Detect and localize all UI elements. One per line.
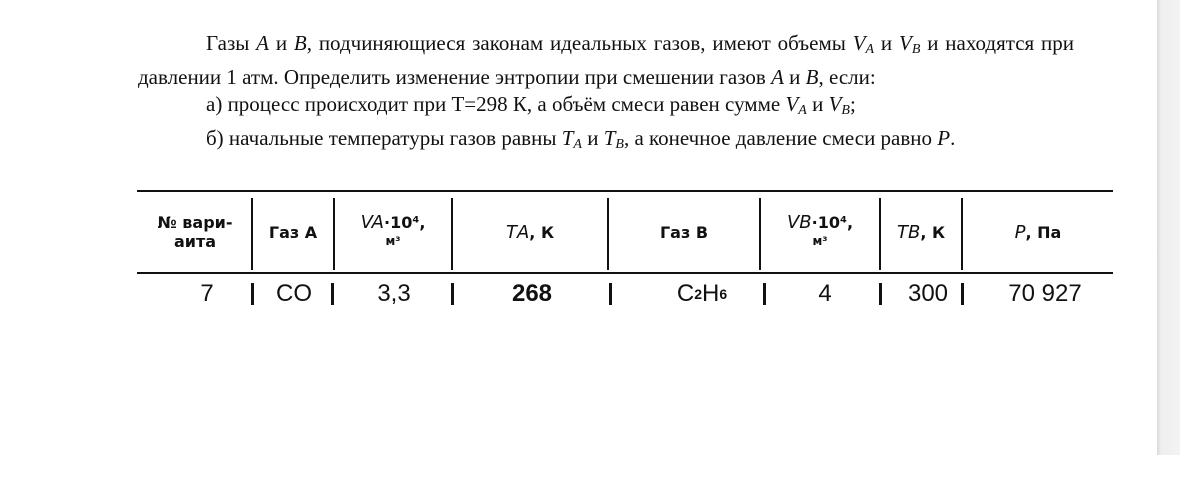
problem-paragraph [138,30,1074,91]
cell-divider [961,283,964,305]
sub-a: A [573,136,582,152]
period: . [950,125,956,150]
gas-b-symbol: B [293,31,307,55]
col-divider [879,198,881,270]
cell-vb: 4 [818,280,832,307]
sub-b: B [911,42,921,57]
cell-p: 70 927 [1008,280,1082,307]
temperature-symbol: T [603,125,616,150]
cell-divider [331,283,334,305]
gas-a-symbol: A [771,64,784,89]
col-divider [759,198,761,270]
col-divider [961,198,963,270]
header-vb: VB·10⁴, м³ [786,212,854,248]
col-divider [451,198,453,270]
sub-a: A [865,42,875,57]
sub-b: B [615,136,624,152]
table-top-rule [137,190,1113,192]
header-tb: T B , К [896,221,946,243]
sub-a: A [798,103,807,118]
and-word: и [927,31,939,55]
cell-gas-a: CO [276,280,312,307]
cell-variant: 7 [200,280,214,307]
col-divider [333,198,335,270]
volume-symbol: V [852,31,866,55]
header-gas-a: Газ А [268,222,318,242]
and-word: и [880,31,893,55]
pressure-symbol: P [937,125,951,150]
header-p: P , Па [1014,221,1062,243]
volume-symbol: V [828,92,842,116]
cell-va: 3,3 [377,280,411,307]
cell-tb: 300 [907,280,949,307]
cell-divider [879,283,882,305]
semicolon: ; [849,92,856,116]
and-word: и [275,31,288,55]
problem-text-end: , если: [818,64,876,89]
cell-divider [251,283,254,305]
header-ta: T A , К [505,221,555,243]
problem-text [138,30,1074,158]
gas-a-symbol: A [256,31,269,55]
condition-a [206,91,1074,125]
col-divider [607,198,609,270]
word-gases: Газы [206,31,250,55]
temperature-symbol: T [561,125,574,150]
and-word: и [812,92,824,116]
cell-divider [763,283,766,305]
volume-symbol: V [898,31,912,55]
header-variant: № вари-аита [157,213,233,251]
condition-b-text: б) начальные температуры газов равны [206,125,557,150]
condition-b-mid: , а конечное давление смеси равно [623,125,933,150]
problem-text-part1: , подчиняющиеся законам идеальных газов, имеют объемы [306,31,846,55]
and-word: и [789,64,801,89]
gas-b-symbol: B [805,64,819,89]
header-va: VA·10⁴, м³ [360,212,426,248]
table-header-rule [137,272,1113,274]
and-word: и [587,125,599,150]
header-gas-b: Газ В [659,222,709,242]
cell-divider [451,283,454,305]
sub-b: B [841,103,850,118]
cell-divider [609,283,612,305]
condition-b [206,125,1074,159]
volume-symbol: V [785,92,799,116]
variant-table [137,190,1113,312]
condition-a-text: а) процесс происходит при Т=298 К, а объём смеси равен сумме [206,92,781,116]
scrollbar[interactable] [1157,0,1180,455]
problem-text-part2: находятся при давлении 1 атм. Определить изменение энтропии при смешении газов [138,31,1074,89]
col-divider [251,198,253,270]
cell-gas-b: C 2 H 6 [676,280,728,307]
cell-ta: 268 [511,280,553,307]
